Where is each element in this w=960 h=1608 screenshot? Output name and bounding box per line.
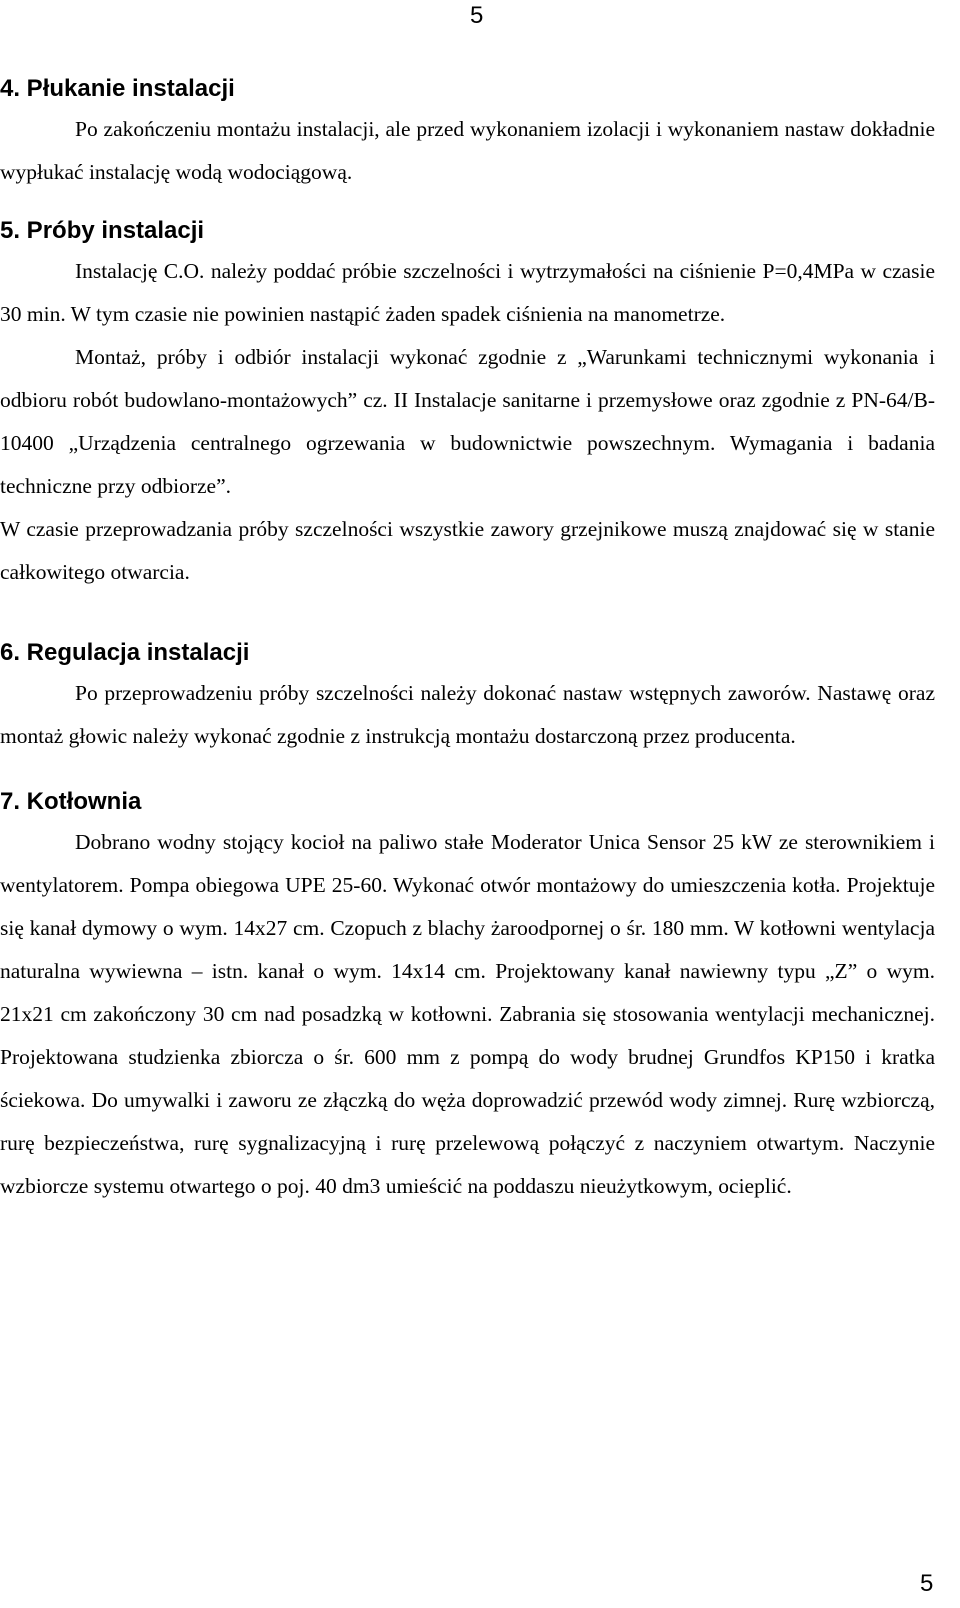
paragraph-boiler-room: Dobrano wodny stojący kocioł na paliwo stałe Moderator Unica Sensor 25 kW ze sterownikiem i wentylatorem. Pompa obiegowa UPE 25-60. Wykonać otwór montażowy do umieszczenia kotła. Projektuje się kanał dymowy o wym. 14x27 cm. Czopuch z blachy żaroodpornej o śr. 180 mm. W kotłowni wentylacja naturalna wywiewna – istn. kanał o wym. 14x14 cm. Projektowany kanał nawiewny typu „Z” o wym. 21x21 cm zakończony 30 cm nad posadzką w kotłowni. Zabrania się stosowania wentylacji mechanicznej. Projektowana studzienka zbiorcza o śr. 600 mm z pompą do wody brudnej Grundfos KP150 i kratka ściekowa. Do umywalki i zaworu ze złączką do węża doprowadzić przewód wody zimnej. Rurę wzbiorczą, rurę bezpieczeństwa, rurę sygnalizacyjną i rurę przelewową połączyć z naczyniem otwartym. Naczynie wzbiorcze systemu otwartego o poj. 40 dm3 umieścić na poddaszu nieużytkowym, ocieplić. [0, 830, 935, 1198]
paragraph-flushing: Po zakończeniu montażu instalacji, ale przed wykonaniem izolacji i wykonaniem nastaw dokładnie wypłukać instalację wodą wodociągową. [0, 117, 935, 184]
section-heading-boiler-room: 7. Kotłownia [0, 788, 142, 815]
page-number-top: 5 [470, 2, 484, 29]
document-body [0, 70, 935, 1208]
page-number-bottom: 5 [920, 1570, 934, 1597]
section-heading-tests: 5. Próby instalacji [0, 217, 205, 244]
paragraph-tests-standards: Montaż, próby i odbiór instalacji wykonać zgodnie z „Warunkami technicznymi wykonania i odbioru robót budowlano-montażowych” cz. II Instalacje sanitarne i przemysłowe oraz zgodnie z PN-64/B-10400 „Urządzenia centralnego ogrzewania w budownictwie powszechnym. Wymagania i badania techniczne przy odbiorze”. [0, 345, 935, 498]
paragraph-regulation: Po przeprowadzeniu próby szczelności należy dokonać nastaw wstępnych zaworów. Nastawę oraz montaż głowic należy wykonać zgodnie z instrukcją montażu dostarczoną przez producenta. [0, 681, 935, 748]
section-heading-regulation: 6. Regulacja instalacji [0, 639, 250, 666]
paragraph-tests-pressure: Instalację C.O. należy poddać próbie szczelności i wytrzymałości na ciśnienie P=0,4MPa w czasie 30 min. W tym czasie nie powinien nastąpić żaden spadek ciśnienia na manometrze. [0, 259, 935, 326]
section-heading-flushing: 4. Płukanie instalacji [0, 75, 235, 102]
paragraph-tests-valves: W czasie przeprowadzania próby szczelności wszystkie zawory grzejnikowe muszą znajdować się w stanie całkowitego otwarcia. [0, 517, 935, 584]
